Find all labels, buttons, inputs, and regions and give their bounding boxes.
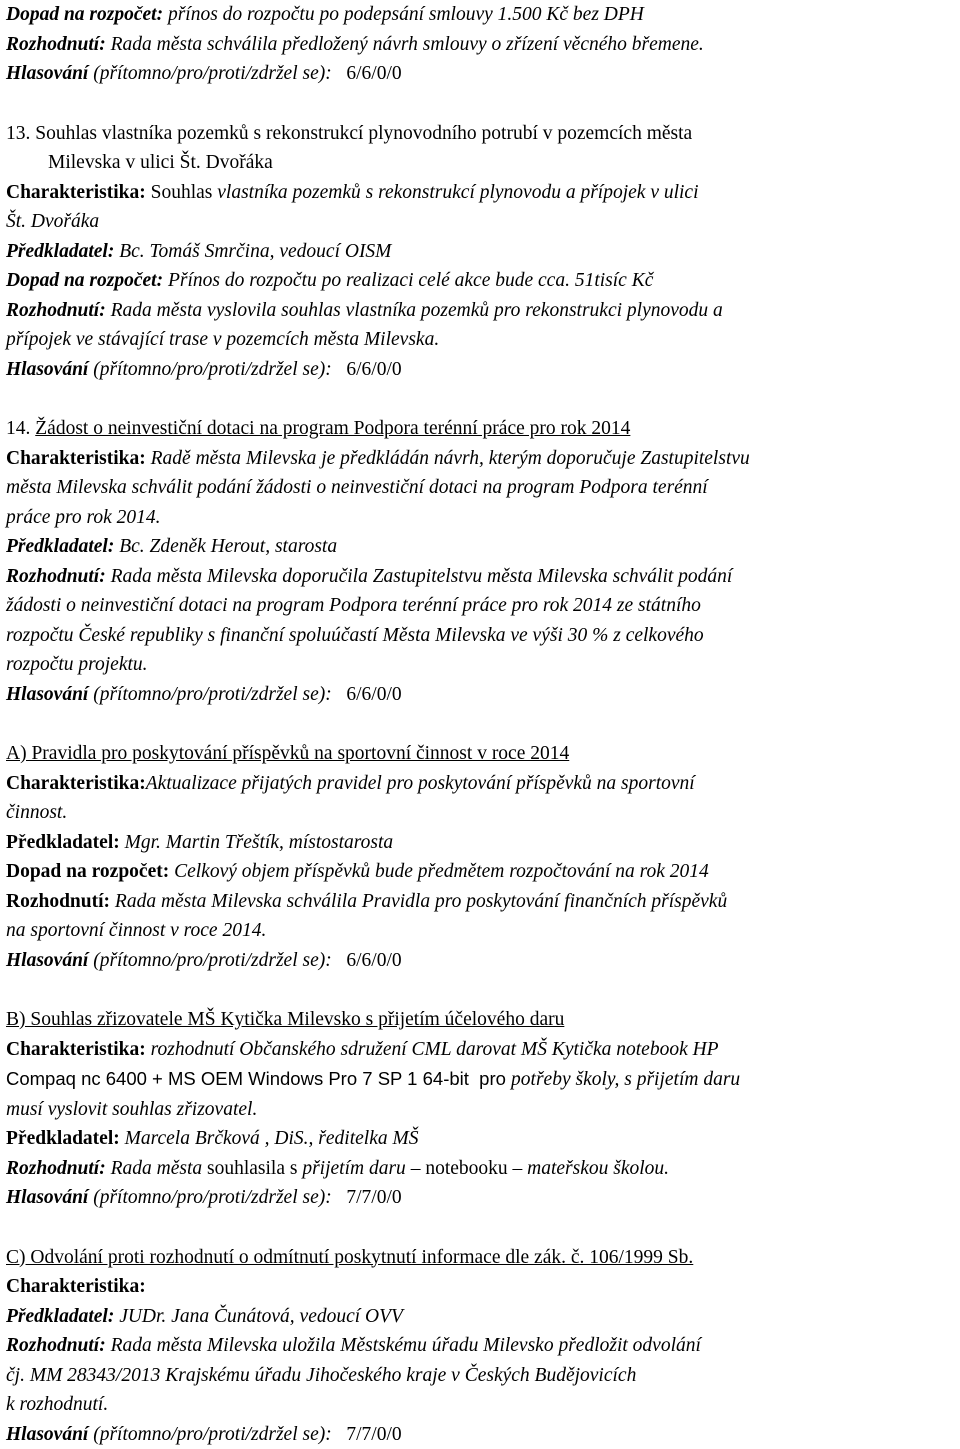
dopad-text: přínos do rozpočtu po podepsání smlouvy 1.500 Kč bez DPH (163, 4, 644, 25)
item13-title: 13. Souhlas vlastníka pozemků s rekonstrukcí plynovodního potrubí v pozemcích města (6, 119, 956, 149)
rozhodnuti-plain-1: souhlasila s (207, 1158, 302, 1179)
dopad-text: Celkový objem příspěvků bude předmětem rozpočtování na rok 2014 (169, 861, 709, 882)
item14-rozhodnuti-cont2: rozpočtu České republiky s finanční spoluúčastí Města Milevska ve výši 30 % z celkového (6, 621, 956, 651)
hlasovani-label: Hlasování (6, 1187, 88, 1208)
hlasovani-value: 6/6/0/0 (332, 684, 402, 705)
itemC-rozhodnuti-cont: čj. MM 28343/2013 Krajskému úřadu Jihočeského kraje v Českých Budějovicích (6, 1361, 956, 1391)
itemC-predkladatel (6, 1302, 956, 1332)
rozhodnuti-label: Rozhodnutí: (6, 1335, 106, 1356)
item14-title (6, 414, 956, 444)
rozhodnuti-italic-3: mateřskou školou. (527, 1158, 669, 1179)
hlasovani-meta: (přítomno/pro/proti/zdržel se): (88, 684, 331, 705)
charakteristika-text: Radě města Milevska je předkládán návrh, kterým doporučuje Zastupitelstvu (146, 448, 750, 469)
hlasovani-value: 6/6/0/0 (332, 63, 402, 84)
item14-charakteristika-cont: města Milevska schválit podání žádosti o neinvestiční dotaci na program Podpora terénní (6, 473, 956, 503)
item13-dopad (6, 266, 956, 296)
charakteristika-label: Charakteristika: (6, 773, 146, 794)
intro-hlasovani-line (6, 59, 956, 89)
charakteristika-text: Aktualizace přijatých pravidel pro poskytování příspěvků na sportovní (146, 773, 695, 794)
dopad-label: Dopad na rozpočet: (6, 861, 169, 882)
rozhodnuti-label: Rozhodnutí: (6, 1158, 106, 1179)
itemA-rozhodnuti (6, 887, 956, 917)
rozhodnuti-plain-2: – notebooku – (406, 1158, 527, 1179)
hlasovani-meta: (přítomno/pro/proti/zdržel se): (88, 950, 331, 971)
item14-charakteristika-cont2: práce pro rok 2014. (6, 503, 956, 533)
charakteristika-label: Charakteristika: (6, 182, 146, 203)
hlasovani-label: Hlasování (6, 63, 88, 84)
dopad-label: Dopad na rozpočet: (6, 270, 163, 291)
item13-rozhodnuti-cont: přípojek ve stávající trase v pozemcích města Milevska. (6, 325, 956, 355)
rozhodnuti-text: Rada města Milevska doporučila Zastupitelstvu města Milevska schválit podání (106, 566, 733, 587)
hlasovani-meta: (přítomno/pro/proti/zdržel se): (88, 1187, 331, 1208)
charakteristika-label: Charakteristika: (6, 448, 146, 469)
intro-dopad-line (6, 0, 956, 30)
itemB-predkladatel (6, 1124, 956, 1154)
rozhodnuti-text: Rada města vyslovila souhlas vlastníka pozemků pro rekonstrukci plynovodu a (106, 300, 723, 321)
spacer (6, 1213, 956, 1243)
itemB-hlasovani (6, 1183, 956, 1213)
item14-hlasovani (6, 680, 956, 710)
itemB-charakteristika (6, 1035, 956, 1065)
hlasovani-value: 6/6/0/0 (332, 359, 402, 380)
item13-charakteristika-cont: Št. Dvořáka (6, 207, 956, 237)
item14-rozhodnuti-cont: žádosti o neinvestiční dotaci na program Podpora terénní práce pro rok 2014 ze státního (6, 591, 956, 621)
item13-charakteristika (6, 178, 956, 208)
rozhodnuti-label: Rozhodnutí: (6, 300, 106, 321)
itemA-predkladatel (6, 828, 956, 858)
charakteristika-text: rozhodnutí Občanského sdružení CML darovat MŠ Kytička notebook HP (146, 1039, 719, 1060)
itemA-charakteristika (6, 769, 956, 799)
item14-title-text: Žádost o neinvestiční dotaci na program Podpora terénní práce pro rok 2014 (35, 418, 630, 439)
itemB-charakteristika-cont2: musí vyslovit souhlas zřizovatel. (6, 1095, 956, 1125)
charakteristika-text: vlastníka pozemků s rekonstrukcí plynovodu a přípojek v ulici (217, 182, 698, 203)
itemA-hlasovani (6, 946, 956, 976)
predkladatel-text: Mgr. Martin Třeštík, místostarosta (120, 832, 393, 853)
rozhodnuti-text: Rada města Milevska schválila Pravidla pro poskytování finančních příspěvků (110, 891, 727, 912)
item13-title-cont: Milevska v ulici Št. Dvořáka (6, 148, 956, 178)
hlasovani-label: Hlasování (6, 950, 88, 971)
predkladatel-text: Marcela Brčková , DiS., ředitelka MŠ (120, 1128, 419, 1149)
itemB-charakteristika-cont (6, 1064, 956, 1095)
itemA-dopad (6, 857, 956, 887)
rozhodnuti-text: Rada města Milevska uložila Městskému úřadu Milevsko předložit odvolání (106, 1335, 701, 1356)
rozhodnuti-label: Rozhodnutí: (6, 566, 106, 587)
hlasovani-value: 6/6/0/0 (332, 950, 402, 971)
rozhodnuti-label: Rozhodnutí: (6, 891, 110, 912)
hlasovani-meta: (přítomno/pro/proti/zdržel se): (88, 359, 331, 380)
predkladatel-label: Předkladatel: (6, 1306, 114, 1327)
predkladatel-label: Předkladatel: (6, 536, 114, 557)
itemC-hlasovani (6, 1420, 956, 1449)
charakteristika-tail: , s přijetím daru (614, 1069, 740, 1090)
hlasovani-meta: (přítomno/pro/proti/zdržel se): (88, 1424, 331, 1445)
itemC-title: C) Odvolání proti rozhodnutí o odmítnutí poskytnutí informace dle zák. č. 106/1999 Sb. (6, 1243, 956, 1273)
charakteristika-italic: potřeby školy (511, 1069, 614, 1090)
hlasovani-value: 7/7/0/0 (332, 1424, 402, 1445)
itemC-rozhodnuti-cont2: k rozhodnutí. (6, 1390, 956, 1420)
hlasovani-value: 7/7/0/0 (332, 1187, 402, 1208)
predkladatel-text: JUDr. Jana Čunátová, vedoucí OVV (114, 1306, 403, 1327)
predkladatel-text: Bc. Zdeněk Herout, starosta (114, 536, 337, 557)
itemB-rozhodnuti (6, 1154, 956, 1184)
item14-rozhodnuti (6, 562, 956, 592)
rozhodnuti-text: Rada města schválila předložený návrh smlouvy o zřízení věcného břemene. (106, 34, 704, 55)
spacer (6, 89, 956, 119)
itemB-title: B) Souhlas zřizovatele MŠ Kytička Milevsko s přijetím účelového daru (6, 1005, 956, 1035)
rozhodnuti-italic-2: přijetím daru (302, 1158, 405, 1179)
hlasovani-label: Hlasování (6, 684, 88, 705)
itemC-rozhodnuti (6, 1331, 956, 1361)
dopad-text: Přínos do rozpočtu po realizaci celé akce bude cca. 51tisíc Kč (163, 270, 653, 291)
hlasovani-meta: (přítomno/pro/proti/zdržel se): (88, 63, 331, 84)
hlasovani-label: Hlasování (6, 1424, 88, 1445)
charakteristika-plain: Souhlas (146, 182, 218, 203)
item13-predkladatel (6, 237, 956, 267)
spacer (6, 384, 956, 414)
rozhodnuti-italic-1: Rada města (106, 1158, 207, 1179)
predkladatel-label: Předkladatel: (6, 241, 114, 262)
predkladatel-text: Bc. Tomáš Smrčina, vedoucí OISM (114, 241, 391, 262)
rozhodnuti-label: Rozhodnutí: (6, 34, 106, 55)
itemC-charakteristika: Charakteristika: (6, 1272, 956, 1302)
item14-rozhodnuti-cont3: rozpočtu projektu. (6, 650, 956, 680)
itemA-charakteristika-cont: činnost. (6, 798, 956, 828)
intro-rozhodnuti-line (6, 30, 956, 60)
item14-number: 14. (6, 418, 35, 439)
item14-predkladatel (6, 532, 956, 562)
spacer (6, 975, 956, 1005)
charakteristika-label: Charakteristika: (6, 1039, 146, 1060)
item13-hlasovani (6, 355, 956, 385)
charakteristika-plain: Compaq nc 6400 + MS OEM Windows Pro 7 SP 1 64-bit pro (6, 1068, 511, 1089)
itemA-title: A) Pravidla pro poskytování příspěvků na sportovní činnost v roce 2014 (6, 739, 956, 769)
predkladatel-label: Předkladatel: (6, 832, 120, 853)
item14-charakteristika (6, 444, 956, 474)
dopad-label: Dopad na rozpočet: (6, 4, 163, 25)
predkladatel-label: Předkladatel: (6, 1128, 120, 1149)
spacer (6, 709, 956, 739)
item13-rozhodnuti (6, 296, 956, 326)
itemA-rozhodnuti-cont: na sportovní činnost v roce 2014. (6, 916, 956, 946)
hlasovani-label: Hlasování (6, 359, 88, 380)
